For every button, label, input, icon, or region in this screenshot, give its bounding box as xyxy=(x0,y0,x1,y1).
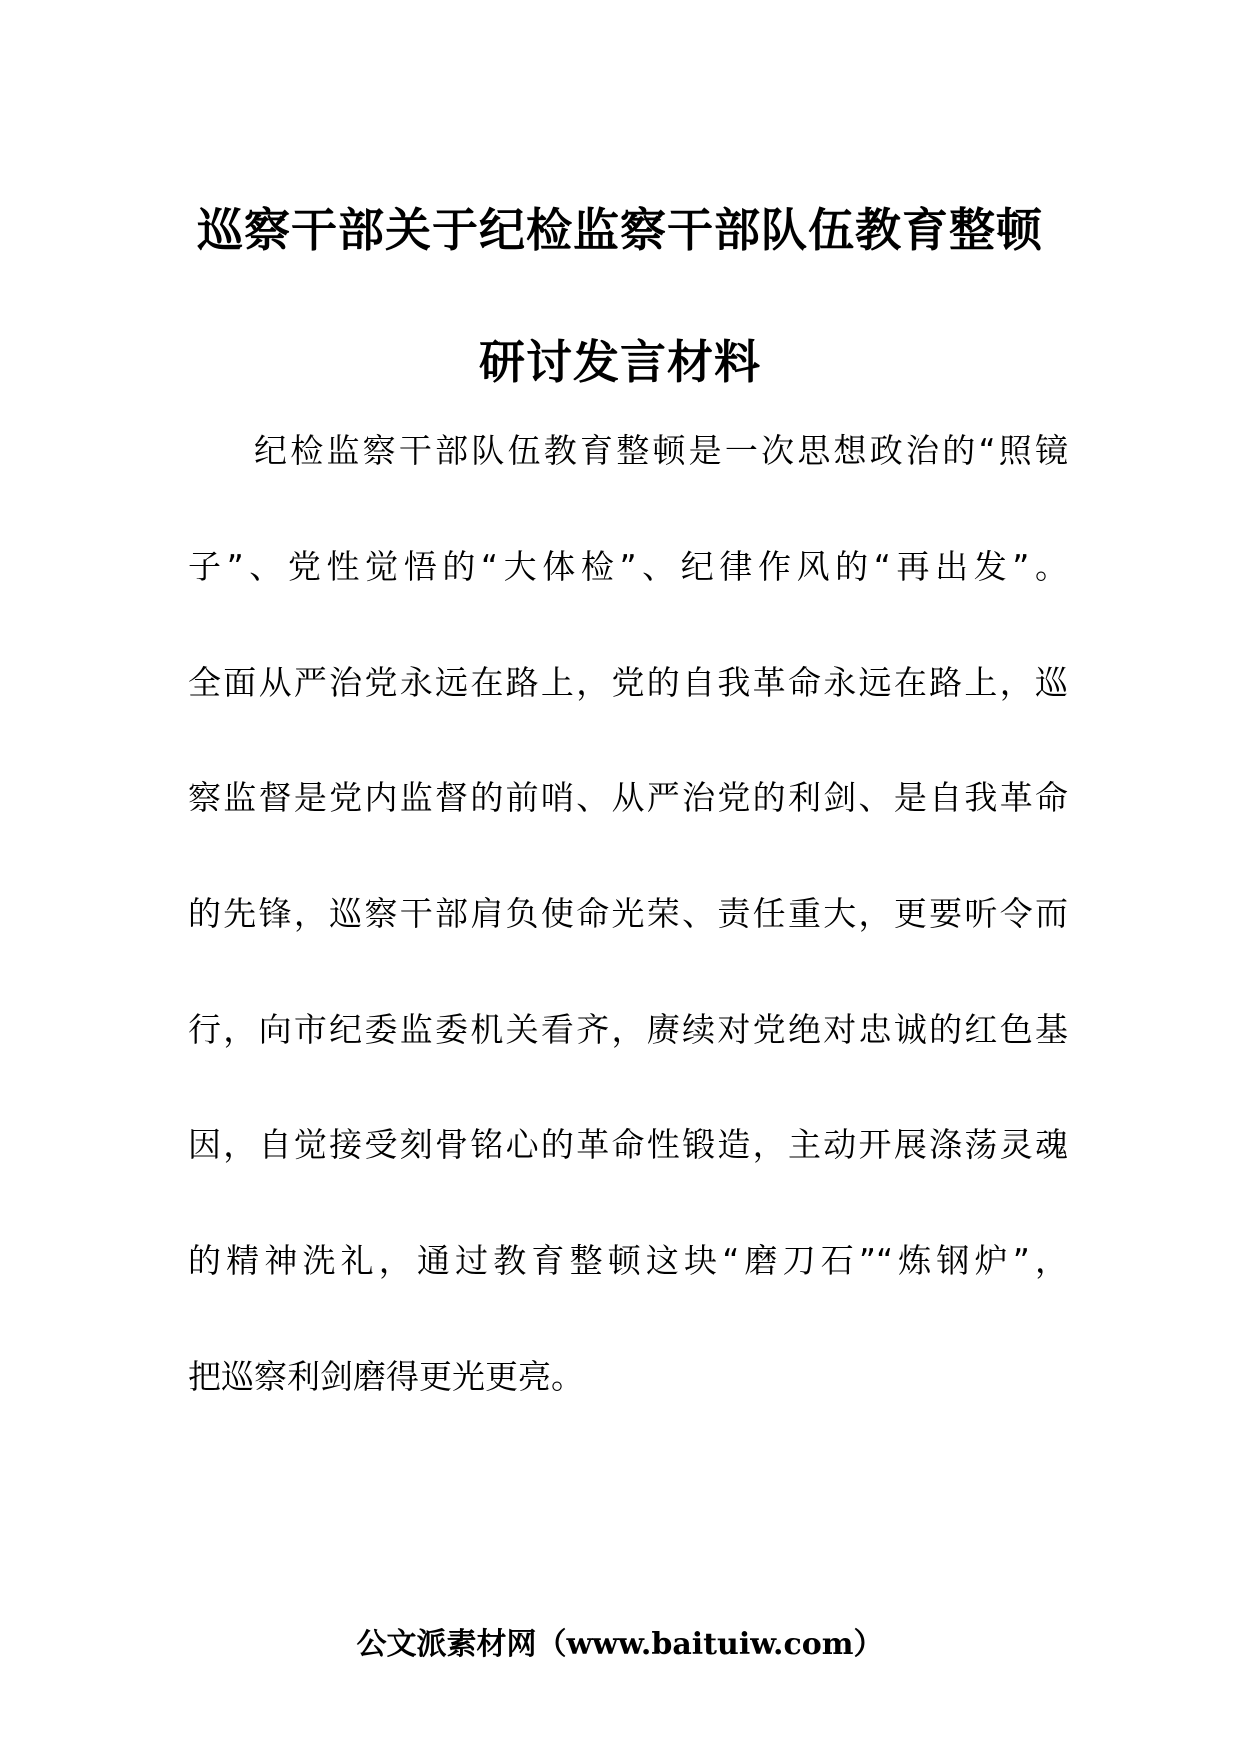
paragraph-line-7: 因，自觉接受刻骨铭心的革命性锻造，主动开展涤荡灵魂 xyxy=(188,1125,1068,1164)
paragraph-line-9: 把巡察利剑磨得更光更亮。 xyxy=(188,1357,584,1396)
paragraph-line-5: 的先锋，巡察干部肩负使命光荣、责任重大，更要听令而 xyxy=(188,894,1068,933)
paragraph-line-1: 纪检监察干部队伍教育整顿是一次思想政治的“照镜 xyxy=(254,431,1068,470)
paragraph-line-3: 全面从严治党永远在路上，党的自我革命永远在路上，巡 xyxy=(188,663,1068,702)
paragraph-line-4: 察监督是党内监督的前哨、从严治党的利剑、是自我革命 xyxy=(188,778,1068,817)
source-watermark-footer: 公文派素材网（www.baituiw.com） xyxy=(356,1627,884,1662)
paragraph-line-6: 行，向市纪委监委机关看齐，赓续对党绝对忠诚的红色基 xyxy=(188,1010,1068,1049)
paragraph-line-2: 子”、党性觉悟的“大体检”、纪律作风的“再出发”。 xyxy=(188,547,1068,586)
document-title-line-2: 研讨发言材料 xyxy=(479,335,761,389)
document-title-line-1: 巡察干部关于纪检监察干部队伍教育整顿 xyxy=(197,203,1043,257)
paragraph-line-8: 的精神洗礼，通过教育整顿这块“磨刀石”“炼钢炉”， xyxy=(188,1241,1068,1280)
